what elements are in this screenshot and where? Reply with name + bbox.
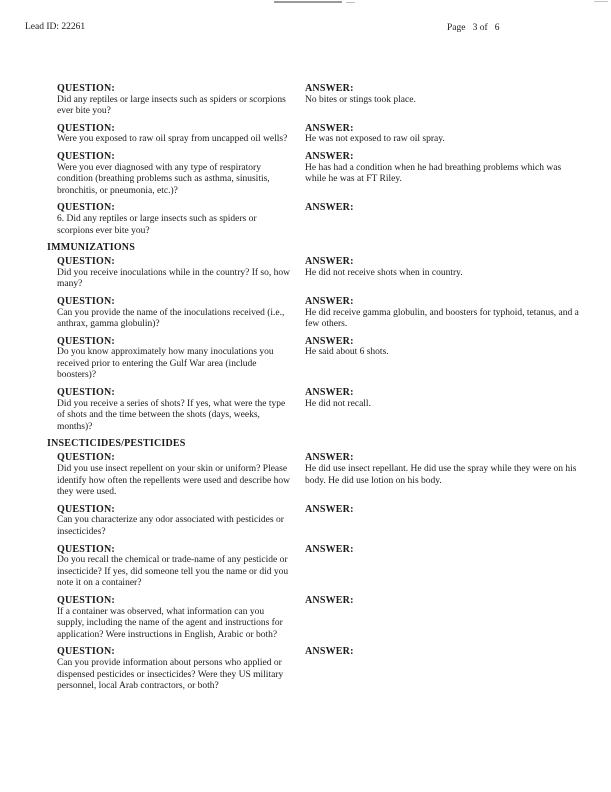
- answer-column: [292, 151, 611, 186]
- question-text: Can you characterize any odor associated with pesticides or insecticides?: [57, 515, 284, 537]
- answer-label: ANSWER:: [305, 503, 354, 515]
- question-label: QUESTION:: [57, 452, 115, 464]
- answer-column: [292, 646, 611, 658]
- answer-label: ANSWER:: [305, 202, 354, 214]
- answer-column: [292, 296, 611, 331]
- answer-column: [292, 387, 611, 410]
- answer-column: [292, 256, 611, 279]
- question-text: If a container was observed, what information can you supply, including the name of the agent and instructions for application? Were instructions in English, Arabic or both?: [57, 606, 283, 640]
- answer-column: [292, 83, 611, 106]
- question-column: [0, 595, 292, 641]
- page-number-label: Page 3 of 6: [447, 23, 500, 33]
- question-text: Did any reptiles or large insects such as spiders or scorpions ever bite you?: [57, 94, 286, 117]
- answer-text: He did receive gamma globulin, and boosters for typhoid, tetanus, and a few others.: [305, 307, 579, 330]
- answer-column: [292, 202, 611, 214]
- question-column: [0, 202, 292, 237]
- qa-content: [0, 83, 611, 698]
- question-column: [0, 544, 292, 590]
- question-label: QUESTION:: [57, 295, 115, 307]
- scan-artifact-dash: [346, 2, 355, 3]
- question-label: QUESTION:: [57, 594, 115, 606]
- question-text: Do you know approximately how many inoculations you received prior to entering the Gulf War area (include boosters)?: [57, 347, 274, 381]
- question-column: [0, 296, 292, 331]
- question-text: Can you provide the name of the inoculations received (i.e., anthrax, gamma globulin)?: [57, 307, 285, 330]
- question-label: QUESTION:: [57, 150, 115, 162]
- qa-row: [0, 336, 611, 382]
- question-column: [0, 387, 292, 433]
- answer-column: [292, 504, 611, 516]
- section-heading: IMMUNIZATIONS: [47, 242, 135, 254]
- question-text: Do you recall the chemical or trade-name of any pesticide or insecticide? If yes, did someone tell you the name or did you note it on a container?: [57, 555, 289, 589]
- answer-label: ANSWER:: [305, 295, 354, 307]
- question-text: 6. Did any reptiles or large insects such as spiders or scorpions ever bite you?: [57, 213, 257, 236]
- answer-label: ANSWER:: [305, 256, 354, 268]
- qa-row: [0, 595, 611, 641]
- question-label: QUESTION:: [57, 503, 115, 515]
- question-column: [0, 504, 292, 539]
- answer-label: ANSWER:: [305, 452, 354, 464]
- section-heading: INSECTICIDES/PESTICIDES: [47, 438, 186, 450]
- answer-text: He was not exposed to raw oil spray.: [305, 134, 445, 145]
- answer-column: [292, 123, 611, 146]
- qa-row: [0, 646, 611, 692]
- question-column: [0, 336, 292, 382]
- lead-id-label: Lead ID: 22261: [25, 22, 86, 32]
- answer-label: ANSWER:: [305, 594, 354, 606]
- answer-text: He said about 6 shots.: [305, 347, 389, 358]
- scan-artifact-corner: [594, 1, 608, 2]
- answer-label: ANSWER:: [305, 122, 354, 134]
- question-column: [0, 256, 292, 291]
- answer-label: ANSWER:: [305, 83, 354, 94]
- answer-text: He has had a condition when he had breathing problems which was while he was at FT Riley.: [305, 162, 562, 185]
- qa-row: [0, 202, 611, 237]
- question-column: [0, 123, 292, 146]
- question-label: QUESTION:: [57, 122, 115, 134]
- answer-label: ANSWER:: [305, 150, 354, 162]
- question-text: Did you receive inoculations while in the country? If so, how many?: [57, 267, 290, 290]
- question-text: Were you ever diagnosed with any type of respiratory condition (breathing problems such as asthma, sinusitis, bronchitis, or pneumonia, etc.)?: [57, 162, 270, 196]
- qa-row: [0, 83, 611, 118]
- question-column: [0, 646, 292, 692]
- question-label: QUESTION:: [57, 543, 115, 555]
- answer-text: He did use insect repellant. He did use the spray while they were on his body. He did use lotion on his body.: [305, 464, 577, 486]
- answer-text: No bites or stings took place.: [305, 94, 416, 105]
- answer-column: [292, 595, 611, 607]
- scan-artifact-line: [274, 1, 342, 3]
- answer-text: He did not receive shots when in country.: [305, 267, 463, 278]
- question-label: QUESTION:: [57, 646, 115, 658]
- qa-row: [0, 256, 611, 291]
- question-text: Can you provide information about persons who applied or dispensed pesticides or insecticides? Were they US military personnel, local Arab contractors, or both?: [57, 657, 284, 692]
- answer-column: [292, 544, 611, 556]
- answer-text: He did not recall.: [305, 398, 371, 409]
- question-column: [0, 83, 292, 118]
- question-label: QUESTION:: [57, 202, 115, 214]
- question-text: Did you use insect repellent on your skin or uniform? Please identify how often the repellents were used and describe how they were used.: [57, 464, 290, 498]
- qa-row: [0, 452, 611, 498]
- answer-label: ANSWER:: [305, 335, 354, 347]
- question-label: QUESTION:: [57, 83, 115, 94]
- answer-label: ANSWER:: [305, 543, 354, 555]
- question-column: [0, 151, 292, 197]
- qa-row: [0, 504, 611, 539]
- qa-row: [0, 296, 611, 331]
- qa-row: [0, 544, 611, 590]
- qa-row: [0, 151, 611, 197]
- question-label: QUESTION:: [57, 387, 115, 399]
- question-label: QUESTION:: [57, 256, 115, 268]
- question-label: QUESTION:: [57, 335, 115, 347]
- question-column: [0, 452, 292, 498]
- question-text: Did you receive a series of shots? If yes, what were the type of shots and the time between the shots (days, weeks, months)?: [57, 398, 286, 432]
- answer-label: ANSWER:: [305, 387, 354, 399]
- answer-label: ANSWER:: [305, 646, 354, 658]
- answer-column: [292, 336, 611, 359]
- qa-row: [0, 387, 611, 433]
- answer-column: [292, 452, 611, 487]
- qa-row: [0, 123, 611, 146]
- question-text: Were you exposed to raw oil spray from uncapped oil wells?: [57, 134, 288, 145]
